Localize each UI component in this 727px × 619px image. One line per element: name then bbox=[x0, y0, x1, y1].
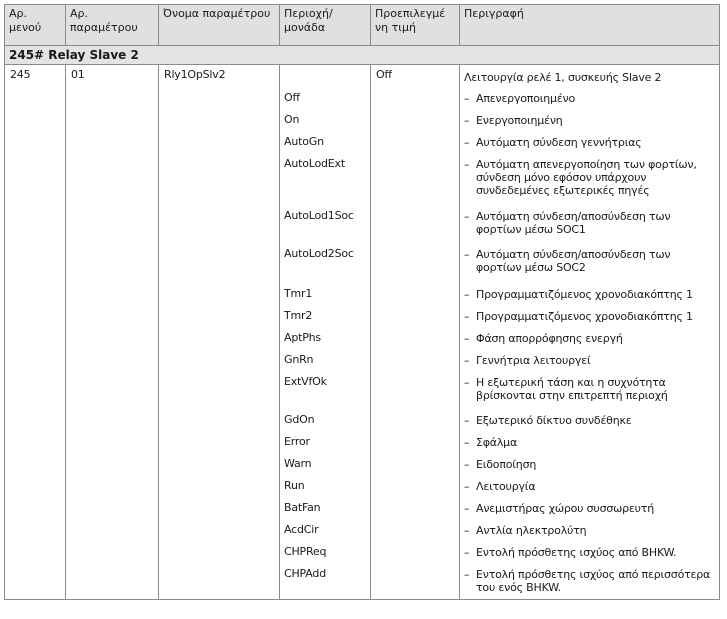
option-description bbox=[464, 245, 715, 285]
option-description bbox=[464, 351, 715, 373]
dash-bullet: – bbox=[464, 458, 470, 471]
cell-param-no: 01 bbox=[66, 65, 159, 600]
option-description bbox=[464, 307, 715, 329]
option-description bbox=[464, 565, 715, 599]
option-description-text: Λειτουργία bbox=[476, 480, 536, 493]
range-option-value: AutoLod1Soc bbox=[284, 209, 354, 222]
dash-bullet: – bbox=[464, 546, 470, 559]
option-description-text: Αυτόματη σύνδεση/αποσύνδεση των φορτίων μέσω SOC1 bbox=[476, 210, 671, 236]
dash-bullet: – bbox=[464, 502, 470, 515]
dash-bullet: – bbox=[464, 310, 470, 323]
header-description: Περιγραφή bbox=[460, 5, 720, 46]
range-option-value: AutoLod2Soc bbox=[284, 247, 354, 260]
dash-bullet: – bbox=[464, 524, 470, 537]
range-option-value: Off bbox=[284, 91, 300, 104]
option-description-text: Εντολή πρόσθετης ισχύος από περισσότερα του ενός BHKW. bbox=[476, 568, 711, 594]
option-description-text: Εξωτερικό δίκτυο συνδέθηκε bbox=[476, 414, 632, 427]
cell-param-name: Rly1OpSlv2 bbox=[159, 65, 280, 600]
range-option-value: GdOn bbox=[284, 413, 315, 426]
option-description bbox=[464, 111, 715, 133]
range-option-value: AptPhs bbox=[284, 331, 321, 344]
dash-bullet: – bbox=[464, 288, 470, 301]
option-description bbox=[464, 499, 715, 521]
option-description bbox=[464, 433, 715, 455]
range-option-value: Tmr1 bbox=[284, 287, 313, 300]
section-row bbox=[5, 46, 720, 65]
dash-bullet: – bbox=[464, 436, 470, 449]
range-options-list bbox=[284, 69, 366, 599]
option-description bbox=[464, 477, 715, 499]
dash-bullet: – bbox=[464, 248, 470, 261]
table-header-row bbox=[5, 5, 720, 46]
range-option-value: AutoLodExt bbox=[284, 157, 345, 170]
range-option-value: Error bbox=[284, 435, 310, 448]
dash-bullet: – bbox=[464, 114, 470, 127]
option-description bbox=[464, 155, 715, 207]
range-option-value: AcdCir bbox=[284, 523, 319, 536]
parameter-table bbox=[4, 4, 720, 600]
option-description-text: Αυτόματη σύνδεση/αποσύνδεση των φορτίων μέσω SOC2 bbox=[476, 248, 671, 274]
section-title: 245# Relay Slave 2 bbox=[5, 46, 720, 65]
option-description bbox=[464, 89, 715, 111]
dash-bullet: – bbox=[464, 136, 470, 149]
option-description-text: Γεννήτρια λειτουργεί bbox=[476, 354, 591, 367]
dash-bullet: – bbox=[464, 568, 470, 581]
range-option-value: Run bbox=[284, 479, 305, 492]
description-list bbox=[464, 69, 715, 599]
option-description bbox=[464, 373, 715, 411]
option-description-text: Προγραμματιζόμενος χρονοδιακόπτης 1 bbox=[476, 288, 693, 301]
range-option-value: BatFan bbox=[284, 501, 321, 514]
header-default-value: Προεπιλεγμέ νη τιμή bbox=[371, 5, 460, 46]
option-description-text: Απενεργοποιημένο bbox=[476, 92, 576, 105]
option-description-text: Ειδοποίηση bbox=[476, 458, 537, 471]
cell-range-options bbox=[280, 65, 371, 600]
range-option-value: Warn bbox=[284, 457, 312, 470]
table-row bbox=[5, 65, 720, 600]
range-options-spacer bbox=[284, 69, 366, 89]
header-range-unit: Περιοχή/ μονάδα bbox=[280, 5, 371, 46]
option-description-text: Η εξωτερική τάση και η συχνότητα βρίσκονται στην επιτρεπτή περιοχή bbox=[476, 376, 668, 402]
option-description-text: Φάση απορρόφησης ενεργή bbox=[476, 332, 623, 345]
header-menu-no: Αρ. μενού bbox=[5, 5, 66, 46]
range-option-value: GnRn bbox=[284, 353, 314, 366]
option-description bbox=[464, 521, 715, 543]
description-main: Λειτουργία ρελέ 1, συσκευής Slave 2 bbox=[464, 71, 662, 84]
range-option-value: On bbox=[284, 113, 300, 126]
dash-bullet: – bbox=[464, 332, 470, 345]
range-option-value: ExtVfOk bbox=[284, 375, 327, 388]
range-option-value: Tmr2 bbox=[284, 309, 313, 322]
cell-menu-no: 245 bbox=[5, 65, 66, 600]
parameter-table-page bbox=[4, 4, 719, 600]
dash-bullet: – bbox=[464, 376, 470, 389]
option-description-text: Σφάλμα bbox=[476, 436, 518, 449]
option-description-text: Εντολή πρόσθετης ισχύος από BHKW. bbox=[476, 546, 677, 559]
option-description-text: Προγραμματιζόμενος χρονοδιακόπτης 1 bbox=[476, 310, 693, 323]
range-option-value: CHPReq bbox=[284, 545, 327, 558]
option-description bbox=[464, 285, 715, 307]
dash-bullet: – bbox=[464, 210, 470, 223]
dash-bullet: – bbox=[464, 92, 470, 105]
option-description-text: Αυτόματη απενεργοποίηση των φορτίων, σύνδεση μόνο εφόσον υπάρχουν συνδεδεμένες εξωτερικές πηγές bbox=[476, 158, 697, 197]
cell-default-value: Off bbox=[371, 65, 460, 600]
option-description bbox=[464, 411, 715, 433]
range-option-value: CHPAdd bbox=[284, 567, 326, 580]
cell-description bbox=[460, 65, 720, 600]
option-description bbox=[464, 543, 715, 565]
range-option-value: AutoGn bbox=[284, 135, 324, 148]
option-description bbox=[464, 133, 715, 155]
option-description-text: Ανεμιστήρας χώρου συσσωρευτή bbox=[476, 502, 655, 515]
option-description-text: Ενεργοποιημένη bbox=[476, 114, 563, 127]
option-description bbox=[464, 207, 715, 245]
dash-bullet: – bbox=[464, 158, 470, 171]
option-description-text: Αυτόματη σύνδεση γεννήτριας bbox=[476, 136, 642, 149]
dash-bullet: – bbox=[464, 414, 470, 427]
header-param-no: Αρ. παραμέτρου bbox=[66, 5, 159, 46]
option-description bbox=[464, 455, 715, 477]
option-description-text: Αντλία ηλεκτρολύτη bbox=[476, 524, 587, 537]
dash-bullet: – bbox=[464, 480, 470, 493]
option-description bbox=[464, 329, 715, 351]
header-param-name: Όνομα παραμέτρου bbox=[159, 5, 280, 46]
dash-bullet: – bbox=[464, 354, 470, 367]
